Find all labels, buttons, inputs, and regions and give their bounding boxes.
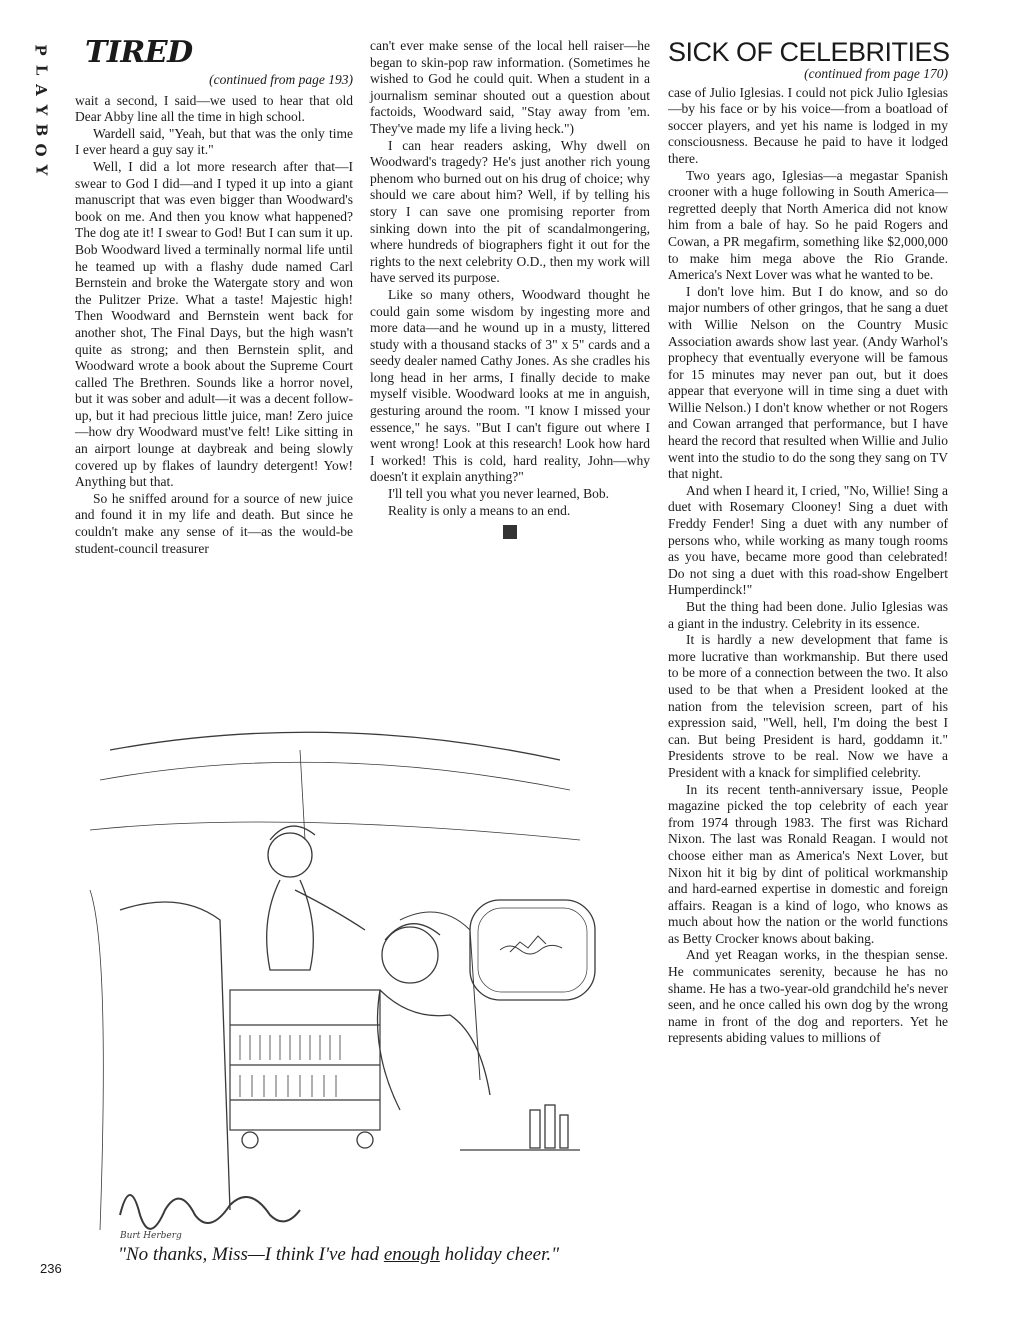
end-of-article-bunny-icon [503,525,517,539]
article-tired-column-2 [370,38,650,539]
caption-underlined-word: enough [383,1244,440,1265]
paragraph: wait a second, I said—we used to hear that old Dear Abby line all the time in high school. [75,92,353,125]
brand-letter: L [31,64,50,76]
paragraph: And when I heard it, I cried, "No, Willie! Sing a duet with Rosemary Clooney! Sing a duet with Freddy Fender! Sing a duet with any number of persons who, while working as many tough rooms as you have, became more good than celebrated! Do not sing a duet with this road-show Engelbert Humperdinck!" [668,482,948,598]
continued-note-sick: (continued from page 170) [804,66,948,81]
caption-text-after: holiday cheer." [439,1244,560,1265]
paragraph: In its recent tenth-anniversary issue, People magazine picked the top celebrity of each year from 1974 through 1983. The first was Richard Nixon. The last was Ronald Reagan. I would not choose either man as America's Next Lover, but Nixon hit it big by dint of political workmanship and hard-earned expertise in domestic and foreign affairs. Reagan is a kind of logo, who knows as much about how the nation or the world functions as Betty Crocker knows about baking. [668,781,948,946]
magazine-brand-vertical [30,40,52,180]
paragraph: Reality is only a means to an end. [388,502,571,518]
paragraph: I'll tell you what you never learned, Bob. [388,486,609,502]
page-number: 236 [40,1261,62,1276]
article-tired-column-1 [75,35,353,557]
brand-letter: Y [32,104,50,116]
brand-letter: B [32,123,50,137]
paragraph: Two years ago, Iglesias—a megastar Spanish crooner with a huge following in South America—regretted deeply that North America did not know him from a bale of hay. So he paid Rogers and Cowan, a PR megafirm, something like $2,000,000 to make him mega above the Rio Grande. America's Next Lover was what he wanted to be. [668,167,948,283]
brand-letter: O [31,143,50,157]
paragraph: Well, I did a lot more research after that—I swear to God I did—and I typed it up into a giant manuscript that was even bigger than Woodward's book on me. And then you know what happened? The dog ate it! I swear to God! But I can sum it up. Bob Woodward lived a terminally normal life until he teamed up with a flashy dude named Carl Bernstein and broke the Watergate story and won the Pulitzer Prize. What a taste! Majestic high! Then Woodward and Bernstein went back for another shot, The Final Days, but the high wasn't quite as strong; and then Bernstein split, and Woodward wrote a book about the Supreme Court called The Brethren. Sounds like a horror novel, but it was sober and adult—it was a decent follow-up, but it had precious little juice, man! Zero juice—how dry Woodward must've felt! Like sitting in an airport lounge at daybreak and being slowly covered up by flakes of laundry detergent! Yow! Anything but that. [75,158,353,490]
paragraph: case of Julio Iglesias. I could not pick Julio Iglesias—by his face or by his voice—from a boatload of soccer players, and yet his name is lodged in my consciousness. Because he paid to have it lodged there. [668,84,948,166]
paragraph: And yet Reagan works, in the thespian sense. He communicates serenity, because he has no shame. He has a two-year-old grandchild he's never seen, and he once called his own dog by the wrong name in front of the dog and reporters. Yet he represents abiding values to millions of [668,947,948,1046]
cartoon-illustration [80,690,600,1248]
paragraph: I don't love him. But I do know, and so do major numbers of other gringos, that he sang a duet with Willie Nelson on the Country Music Association awards show last year. (Andy Warhol's prophecy that eventually everyone will be famous for 15 minutes may never pan out, but it does appear that everyone will in time sing a duet with Willie Nelson.) I don't know whether or not Rogers and Cowan arranged that performance, but I have heard the record that resulted when Willie and Julio went into the studio to do the song they sang on TV that night. [668,283,948,482]
article-title-tired: TIRED [85,35,193,70]
caption-text-before: "No thanks, Miss—I think I've had [118,1244,384,1265]
cartoon-caption [118,1244,638,1266]
continued-note-tired: (continued from page 193) [209,72,353,87]
paragraph: Wardell said, "Yeah, but that was the only time I ever heard a guy say it." [75,125,353,158]
paragraph: It is hardly a new development that fame is more lucrative than workmanship. But there used to be more of a connection between the two. It also used to be that when a President looked at the nation from the television screen, part of his expression said, "Well, hell, I'm doing the best I can. But being President is hard, goddamn it." Presidents strove to be real. Now we have a President with a knack for simplified celebrity. [668,632,948,780]
cartoonist-signature: Burt Herberg [120,1231,182,1241]
paragraph: But the thing had been done. Julio Iglesias was a giant in the industry. Celebrity in its essence. [668,599,948,631]
paragraph: Like so many others, Woodward thought he could gain some wisdom by ingesting more and more data—and he wound up in a musty, littered study with a thousand stacks of 3" x 5" cards and a seedy dealer named Cathy Jones. As she cradles his long head in her arms, I finally decide to make myself visible. Woodward looks at me in anguish, gesturing around the room. "I know I missed your essence," he says. "But I can't figure out where I went wrong! Look at this research! Look how hard I worked! This is cold, hard reality, John—why doesn't it explain anything?" [370,286,650,485]
brand-letter: P [32,44,50,56]
paragraph: can't ever make sense of the local hell raiser—he began to skin-pop raw information. (Sometimes he wished to God he could quit. When a student in a journalism seminar shouted out a question about factoids, Woodward said, "Stay away from 'em. They've made my life a living heck.") [370,38,650,136]
paragraph: So he sniffed around for a source of new juice and found it in my life and death. But since he couldn't make any sense of it—as the would-be student-council treasurer [75,490,353,556]
article-title-sick-of-celebrities: SICK OF CELEBRITIES [668,37,950,67]
brand-letter: A [31,84,50,96]
article-sick-of-celebrities [668,38,948,1047]
paragraph: I can hear readers asking, Why dwell on Woodward's tragedy? He's just another rich young phenom who burned out on his drug of choice; why should we care about him? Well, if by telling his story I can save one promising reporter from sinking down into the pit of scandalmongering, where hundreds of biographers fight it out for the rights to the next celebrity O.D., then my work will have served its purpose. [370,137,650,286]
brand-letter: Y [32,164,50,176]
